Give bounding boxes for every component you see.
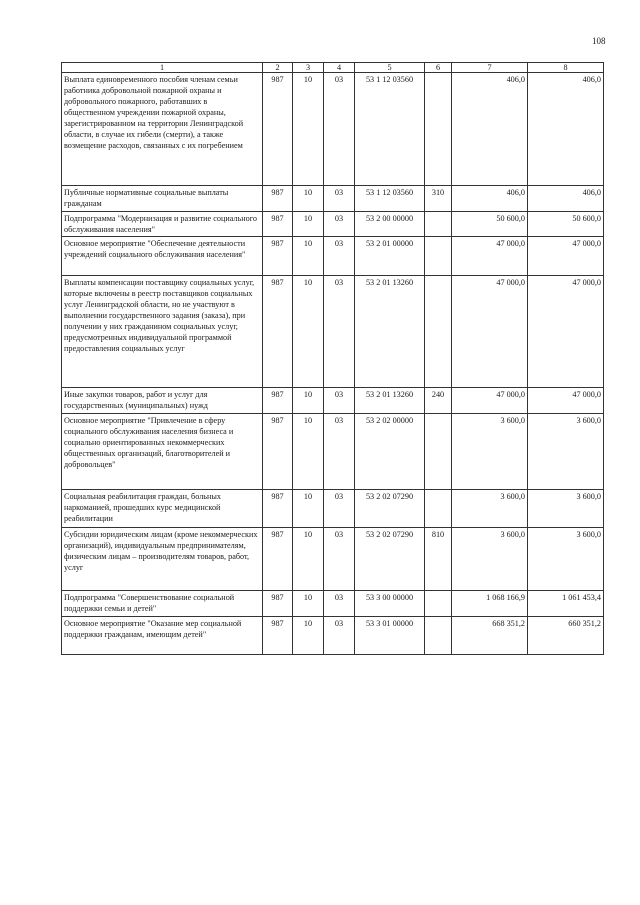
cell-section: 10 xyxy=(293,212,324,237)
cell-amount-1: 47 000,0 xyxy=(452,276,528,388)
column-header: 3 xyxy=(293,63,324,73)
cell-expense-type xyxy=(425,591,452,617)
table-row xyxy=(62,490,604,528)
table-row xyxy=(62,276,604,388)
cell-section: 10 xyxy=(293,490,324,528)
row-name: Социальная реабилитация граждан, больных наркоманией, прошедших курс медицинской реабилитации xyxy=(62,490,263,528)
table-row xyxy=(62,591,604,617)
table-row xyxy=(62,212,604,237)
table-row xyxy=(62,186,604,212)
cell-target-code: 53 1 12 03560 xyxy=(355,186,425,212)
cell-ministry: 987 xyxy=(263,528,293,591)
cell-amount-1: 47 000,0 xyxy=(452,388,528,414)
cell-expense-type: 810 xyxy=(425,528,452,591)
cell-subsection: 03 xyxy=(324,186,355,212)
row-name: Выплаты компенсации поставщику социальных услуг, которые включены в реестр поставщиков социальных услуг Ленинградской области, но не участвуют в выполнении государственного задания (заказа), при получении у них гражданином социальных услуг, предусмотренных индивидуальной программой предоставления социальных услуг xyxy=(62,276,263,388)
column-header: 6 xyxy=(425,63,452,73)
cell-subsection: 03 xyxy=(324,591,355,617)
cell-target-code: 53 2 02 07290 xyxy=(355,490,425,528)
cell-amount-2: 660 351,2 xyxy=(528,617,604,655)
cell-amount-2: 3 600,0 xyxy=(528,490,604,528)
row-name: Основное мероприятие "Привлечение в сферу социального обслуживания населения бизнеса и социально ориентированных некоммерческих общественных организаций, благотворителей и добровольцев" xyxy=(62,414,263,490)
cell-target-code: 53 2 00 00000 xyxy=(355,212,425,237)
cell-amount-2: 406,0 xyxy=(528,73,604,186)
cell-section: 10 xyxy=(293,617,324,655)
cell-target-code: 53 2 02 07290 xyxy=(355,528,425,591)
cell-ministry: 987 xyxy=(263,276,293,388)
cell-expense-type xyxy=(425,212,452,237)
table-header-row xyxy=(62,63,604,73)
cell-subsection: 03 xyxy=(324,617,355,655)
cell-ministry: 987 xyxy=(263,414,293,490)
row-name: Основное мероприятие "Оказание мер социальной поддержки гражданам, имеющим детей" xyxy=(62,617,263,655)
cell-ministry: 987 xyxy=(263,212,293,237)
cell-subsection: 03 xyxy=(324,237,355,276)
cell-amount-1: 1 068 166,9 xyxy=(452,591,528,617)
cell-ministry: 987 xyxy=(263,73,293,186)
cell-ministry: 987 xyxy=(263,388,293,414)
page-number: 108 xyxy=(592,36,606,46)
cell-amount-2: 47 000,0 xyxy=(528,276,604,388)
table-row xyxy=(62,73,604,186)
table-row xyxy=(62,617,604,655)
row-name: Подпрограмма "Модернизация и развитие социального обслуживания населения" xyxy=(62,212,263,237)
cell-subsection: 03 xyxy=(324,73,355,186)
cell-section: 10 xyxy=(293,414,324,490)
table-row xyxy=(62,388,604,414)
cell-subsection: 03 xyxy=(324,276,355,388)
cell-subsection: 03 xyxy=(324,388,355,414)
cell-ministry: 987 xyxy=(263,490,293,528)
cell-target-code: 53 2 01 00000 xyxy=(355,237,425,276)
cell-section: 10 xyxy=(293,186,324,212)
row-name: Выплата единовременного пособия членам семьи работника добровольной пожарной охраны и добровольного пожарного, работавших в общественном учреждении пожарной охраны, зарегистрированном на территории Ленинградской области, в случае их гибели (смерти), а также возмещение расходов, связанных с их погребением xyxy=(62,73,263,186)
row-name: Субсидии юридическим лицам (кроме некоммерческих организаций), индивидуальным предпринимателям, физическим лицам – производителям товаров, работ, услуг xyxy=(62,528,263,591)
cell-subsection: 03 xyxy=(324,212,355,237)
cell-amount-1: 50 600,0 xyxy=(452,212,528,237)
cell-expense-type xyxy=(425,276,452,388)
cell-expense-type xyxy=(425,73,452,186)
table-row xyxy=(62,528,604,591)
column-header: 7 xyxy=(452,63,528,73)
cell-target-code: 53 2 02 00000 xyxy=(355,414,425,490)
cell-expense-type xyxy=(425,490,452,528)
column-header: 1 xyxy=(62,63,263,73)
cell-ministry: 987 xyxy=(263,617,293,655)
cell-section: 10 xyxy=(293,276,324,388)
cell-expense-type xyxy=(425,617,452,655)
row-name: Подпрограмма "Совершенствование социальной поддержки семьи и детей" xyxy=(62,591,263,617)
column-header: 8 xyxy=(528,63,604,73)
table-row xyxy=(62,414,604,490)
table-row xyxy=(62,237,604,276)
cell-target-code: 53 2 01 13260 xyxy=(355,276,425,388)
cell-target-code: 53 2 01 13260 xyxy=(355,388,425,414)
column-header: 2 xyxy=(263,63,293,73)
cell-amount-2: 47 000,0 xyxy=(528,237,604,276)
cell-amount-1: 3 600,0 xyxy=(452,528,528,591)
cell-amount-1: 406,0 xyxy=(452,73,528,186)
cell-section: 10 xyxy=(293,388,324,414)
cell-amount-2: 1 061 453,4 xyxy=(528,591,604,617)
cell-subsection: 03 xyxy=(324,528,355,591)
cell-amount-1: 3 600,0 xyxy=(452,490,528,528)
cell-amount-2: 47 000,0 xyxy=(528,388,604,414)
cell-expense-type xyxy=(425,414,452,490)
cell-expense-type xyxy=(425,237,452,276)
cell-section: 10 xyxy=(293,591,324,617)
cell-section: 10 xyxy=(293,237,324,276)
cell-amount-1: 3 600,0 xyxy=(452,414,528,490)
cell-section: 10 xyxy=(293,528,324,591)
cell-amount-2: 3 600,0 xyxy=(528,528,604,591)
cell-section: 10 xyxy=(293,73,324,186)
cell-amount-1: 406,0 xyxy=(452,186,528,212)
cell-target-code: 53 3 01 00000 xyxy=(355,617,425,655)
cell-subsection: 03 xyxy=(324,490,355,528)
budget-table xyxy=(61,62,604,655)
column-header: 4 xyxy=(324,63,355,73)
cell-expense-type: 310 xyxy=(425,186,452,212)
cell-target-code: 53 1 12 03560 xyxy=(355,73,425,186)
cell-expense-type: 240 xyxy=(425,388,452,414)
cell-ministry: 987 xyxy=(263,186,293,212)
cell-amount-2: 50 600,0 xyxy=(528,212,604,237)
cell-amount-2: 3 600,0 xyxy=(528,414,604,490)
cell-ministry: 987 xyxy=(263,591,293,617)
cell-amount-2: 406,0 xyxy=(528,186,604,212)
cell-target-code: 53 3 00 00000 xyxy=(355,591,425,617)
cell-amount-1: 668 351,2 xyxy=(452,617,528,655)
cell-ministry: 987 xyxy=(263,237,293,276)
cell-amount-1: 47 000,0 xyxy=(452,237,528,276)
row-name: Публичные нормативные социальные выплаты гражданам xyxy=(62,186,263,212)
column-header: 5 xyxy=(355,63,425,73)
row-name: Основное мероприятие "Обеспечение деятельности учреждений социального обслуживания населения" xyxy=(62,237,263,276)
row-name: Иные закупки товаров, работ и услуг для государственных (муниципальных) нужд xyxy=(62,388,263,414)
cell-subsection: 03 xyxy=(324,414,355,490)
